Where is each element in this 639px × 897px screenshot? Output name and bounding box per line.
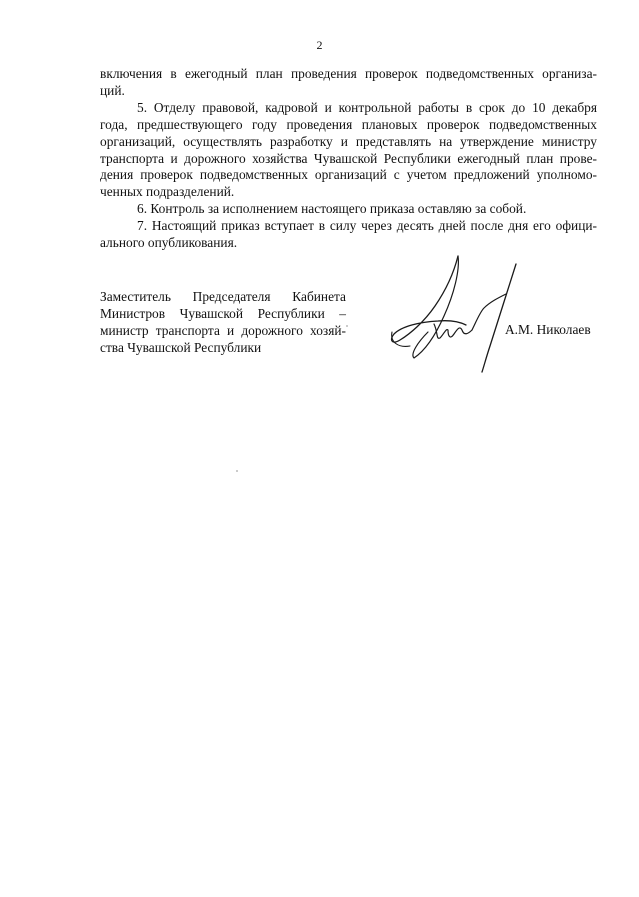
body-line: 6. Контроль за исполнением настоящего приказа оставляю за собой.	[137, 201, 527, 217]
body-line: ций.	[100, 82, 125, 98]
body-line: организаций, осуществлять разработку и представлять на утверждение министру	[100, 133, 597, 149]
body-line: года, предшествующего году проведения плановых проверок подведомственных	[100, 116, 597, 132]
signature-stroke	[482, 264, 516, 372]
body-line: ального опубликования.	[100, 235, 238, 251]
signatory-position	[100, 288, 346, 356]
body-line: включения в ежегодный план проведения проверок подведомственных организа-	[100, 66, 597, 81]
body-line: транспорта и дорожного хозяйства Чувашской Республики ежегодный план прове-	[100, 150, 597, 166]
body-line: дения проверок подведомственных организаций с учетом предложений уполномо-	[100, 167, 597, 183]
signature-stroke	[392, 256, 466, 342]
body-line: 5. Отделу правовой, кадровой и контрольной работы в срок до 10 декабря	[137, 99, 597, 115]
signatory-position-line: Заместитель Председателя Кабинета	[100, 289, 346, 304]
scan-speck	[236, 470, 238, 472]
page-number: 2	[316, 38, 323, 52]
signatory-position-line: министр транспорта и дорожного хозяй-	[100, 323, 346, 338]
body-line: 7. Настоящий приказ вступает в силу через десять дней после дня его офици-	[137, 218, 597, 234]
signatory-name: А.М. Николаев	[505, 322, 591, 337]
signatory-position-line: Министров Чувашской Республики –	[100, 306, 346, 321]
body-line: ченных подразделений.	[100, 184, 235, 200]
handwritten-signature	[380, 250, 520, 375]
scan-speck	[346, 325, 348, 327]
signature-stroke	[413, 256, 458, 358]
signatory-position-line: ства Чувашской Республики	[100, 340, 262, 355]
document-body	[100, 66, 597, 252]
